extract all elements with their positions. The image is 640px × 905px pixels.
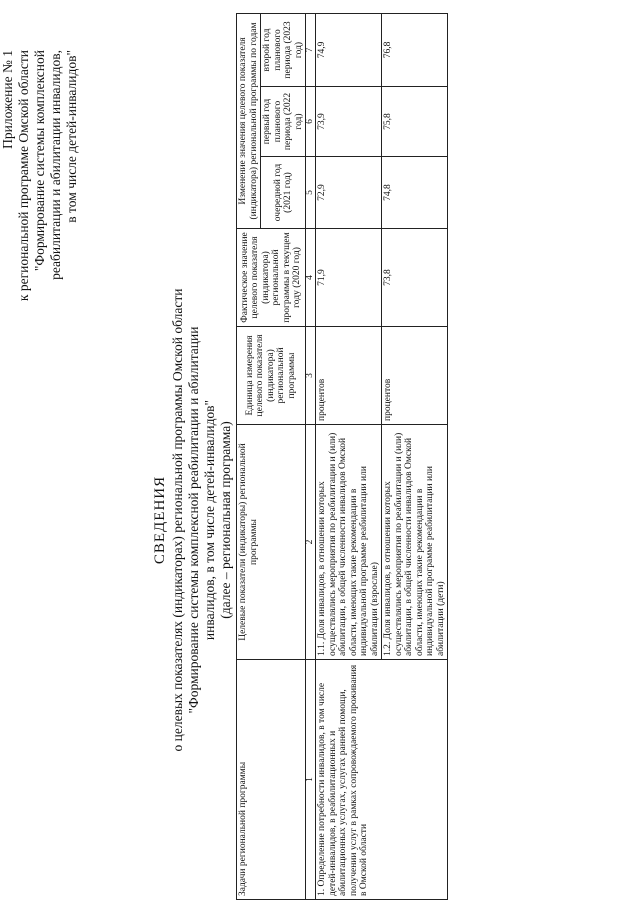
value-2020-cell: 73,8	[382, 229, 448, 327]
appendix-line-1: Приложение № 1	[0, 50, 15, 149]
header-actual-2020: Фактическое значение целевого показателя (индикатора) региональной программы в текущем году (2020 год)	[237, 229, 306, 327]
table-row	[316, 13, 382, 899]
title-heading: СВЕДЕНИЯ	[152, 475, 168, 565]
value-2023-cell: 74,9	[316, 13, 382, 86]
indicators-table	[236, 13, 448, 900]
header-tasks: Задачи региональной программы	[237, 660, 306, 900]
value-2022-cell: 75,8	[382, 87, 448, 157]
column-number: 5	[306, 157, 316, 229]
appendix-header	[0, 50, 80, 610]
title-line-3: инвалидов, в том числе детей-инвалидов"	[202, 399, 217, 641]
column-number: 2	[306, 425, 316, 660]
value-2021-cell: 74,8	[382, 157, 448, 229]
indicator-cell: 1.2. Доля инвалидов, в отношении которых осуществлялись мероприятия по реабилитации и (или) абилитации, в общей численности инвалидов Омской области, имеющих такие рекомендации в индивидуальной программе реабилитации или абилитации (дети)	[382, 425, 448, 660]
header-2023: второй год планового периода (2023 год)	[261, 13, 306, 86]
indicator-cell: 1.1. Доля инвалидов, в отношении которых осуществлялись мероприятия по реабилитации и (или) абилитации, в общей численности инвалидов Омской области, имеющих такие рекомендации в индивидуальной программе реабилитации или абилитации (взрослые)	[316, 425, 382, 660]
document-title	[152, 240, 234, 800]
column-number: 6	[306, 87, 316, 157]
title-line-2: "Формирование системы комплексной реабилитации и абилитации	[186, 326, 201, 714]
task-cell: 1. Определение потребности инвалидов, в том числе детей-инвалидов, в реабилитационных и абилитационных услугах, услугах ранней помощи, получении услуг в рамках сопровождаемого проживания в Омской области	[316, 660, 448, 900]
value-2023-cell: 76,8	[382, 13, 448, 86]
appendix-line-5: в том числе детей-инвалидов"	[64, 50, 79, 223]
header-2021: очередной год (2021 год)	[261, 157, 306, 229]
header-change-by-years: Изменение значения целевого показателя (индикатора) региональной программы по годам	[237, 13, 261, 228]
table-header-row	[237, 13, 261, 899]
column-number-row	[306, 13, 316, 899]
appendix-line-3: "Формирование системы комплексной	[32, 50, 47, 272]
column-number: 7	[306, 13, 316, 86]
header-2022: первый год планового периода (2022 год)	[261, 87, 306, 157]
appendix-line-2: к региональной программе Омской области	[16, 50, 31, 302]
title-line-4: (далее – региональная программа)	[218, 421, 233, 619]
column-number: 1	[306, 660, 316, 900]
value-2020-cell: 71,9	[316, 229, 382, 327]
appendix-line-4: реабилитации и абилитации инвалидов,	[48, 50, 63, 280]
unit-cell: процентов	[316, 327, 382, 425]
column-number: 3	[306, 327, 316, 425]
header-unit: Единица измерения целевого показателя (индикатора) региональной программы	[237, 327, 306, 425]
value-2021-cell: 72,9	[316, 157, 382, 229]
header-indicators: Целевые показатели (индикаторы) региональной программы	[237, 425, 306, 660]
unit-cell: процентов	[382, 327, 448, 425]
title-line-1: о целевых показателях (индикаторах) региональной программы Омской области	[170, 288, 185, 752]
value-2022-cell: 73,9	[316, 87, 382, 157]
column-number: 4	[306, 229, 316, 327]
